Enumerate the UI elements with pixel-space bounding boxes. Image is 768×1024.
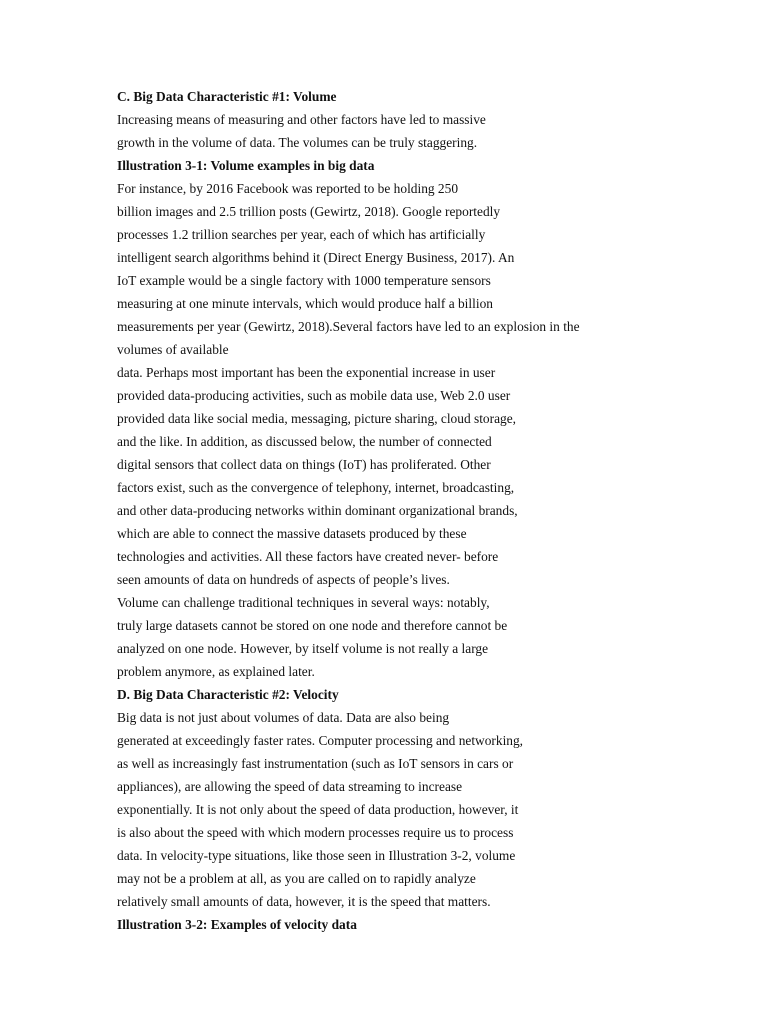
text-line: relatively small amounts of data, however, it is the speed that matters. xyxy=(117,894,491,909)
text-line: Volume can challenge traditional techniques in several ways: notably, xyxy=(117,595,490,610)
text-line: Increasing means of measuring and other factors have led to massive xyxy=(117,112,486,127)
illustration-caption-3-1: Illustration 3-1: Volume examples in big data xyxy=(117,158,375,173)
text-line: may not be a problem at all, as you are called on to rapidly analyze xyxy=(117,871,476,886)
text-line: truly large datasets cannot be stored on one node and therefore cannot be xyxy=(117,618,508,633)
text-line: billion images and 2.5 trillion posts (Gewirtz, 2018). Google reportedly xyxy=(117,204,501,219)
text-line: which are able to connect the massive datasets produced by these xyxy=(117,526,467,541)
section-heading-velocity: D. Big Data Characteristic #2: Velocity xyxy=(117,687,339,702)
text-line: data. In velocity-type situations, like those seen in Illustration 3-2, volume xyxy=(117,848,516,863)
text-line: as well as increasingly fast instrumentation (such as IoT sensors in cars or xyxy=(117,756,514,771)
illustration-caption-3-2: Illustration 3-2: Examples of velocity data xyxy=(117,917,357,932)
text-line: For instance, by 2016 Facebook was reported to be holding 250 xyxy=(117,181,459,196)
text-line: processes 1.2 trillion searches per year, each of which has artificially xyxy=(117,227,486,242)
text-line: measuring at one minute intervals, which would produce half a billion xyxy=(117,296,493,311)
text-line: provided data-producing activities, such as mobile data use, Web 2.0 user xyxy=(117,388,511,403)
text-line: volumes of available xyxy=(117,342,229,357)
text-line: Big data is not just about volumes of data. Data are also being xyxy=(117,710,450,725)
text-line: provided data like social media, messaging, picture sharing, cloud storage, xyxy=(117,411,516,426)
text-line: generated at exceedingly faster rates. Computer processing and networking, xyxy=(117,733,524,748)
text-line: intelligent search algorithms behind it (Direct Energy Business, 2017). An xyxy=(117,250,515,265)
text-line: seen amounts of data on hundreds of aspects of people’s lives. xyxy=(117,572,450,587)
text-line: growth in the volume of data. The volumes can be truly staggering. xyxy=(117,135,478,150)
text-line: exponentially. It is not only about the speed of data production, however, it xyxy=(117,802,519,817)
text-line: technologies and activities. All these factors have created never- before xyxy=(117,549,499,564)
text-line: data. Perhaps most important has been the exponential increase in user xyxy=(117,365,496,380)
document-page xyxy=(117,85,757,936)
text-line: analyzed on one node. However, by itself volume is not really a large xyxy=(117,641,489,656)
text-line: digital sensors that collect data on things (IoT) has proliferated. Other xyxy=(117,457,491,472)
text-line: problem anymore, as explained later. xyxy=(117,664,315,679)
section-heading-volume: C. Big Data Characteristic #1: Volume xyxy=(117,89,337,104)
text-line: appliances), are allowing the speed of data streaming to increase xyxy=(117,779,463,794)
text-line: is also about the speed with which modern processes require us to process xyxy=(117,825,514,840)
text-line: IoT example would be a single factory with 1000 temperature sensors xyxy=(117,273,491,288)
text-line: and the like. In addition, as discussed below, the number of connected xyxy=(117,434,492,449)
text-line: factors exist, such as the convergence of telephony, internet, broadcasting, xyxy=(117,480,515,495)
text-line: measurements per year (Gewirtz, 2018).Several factors have led to an explosion in the xyxy=(117,319,580,334)
text-line: and other data-producing networks within dominant organizational brands, xyxy=(117,503,518,518)
